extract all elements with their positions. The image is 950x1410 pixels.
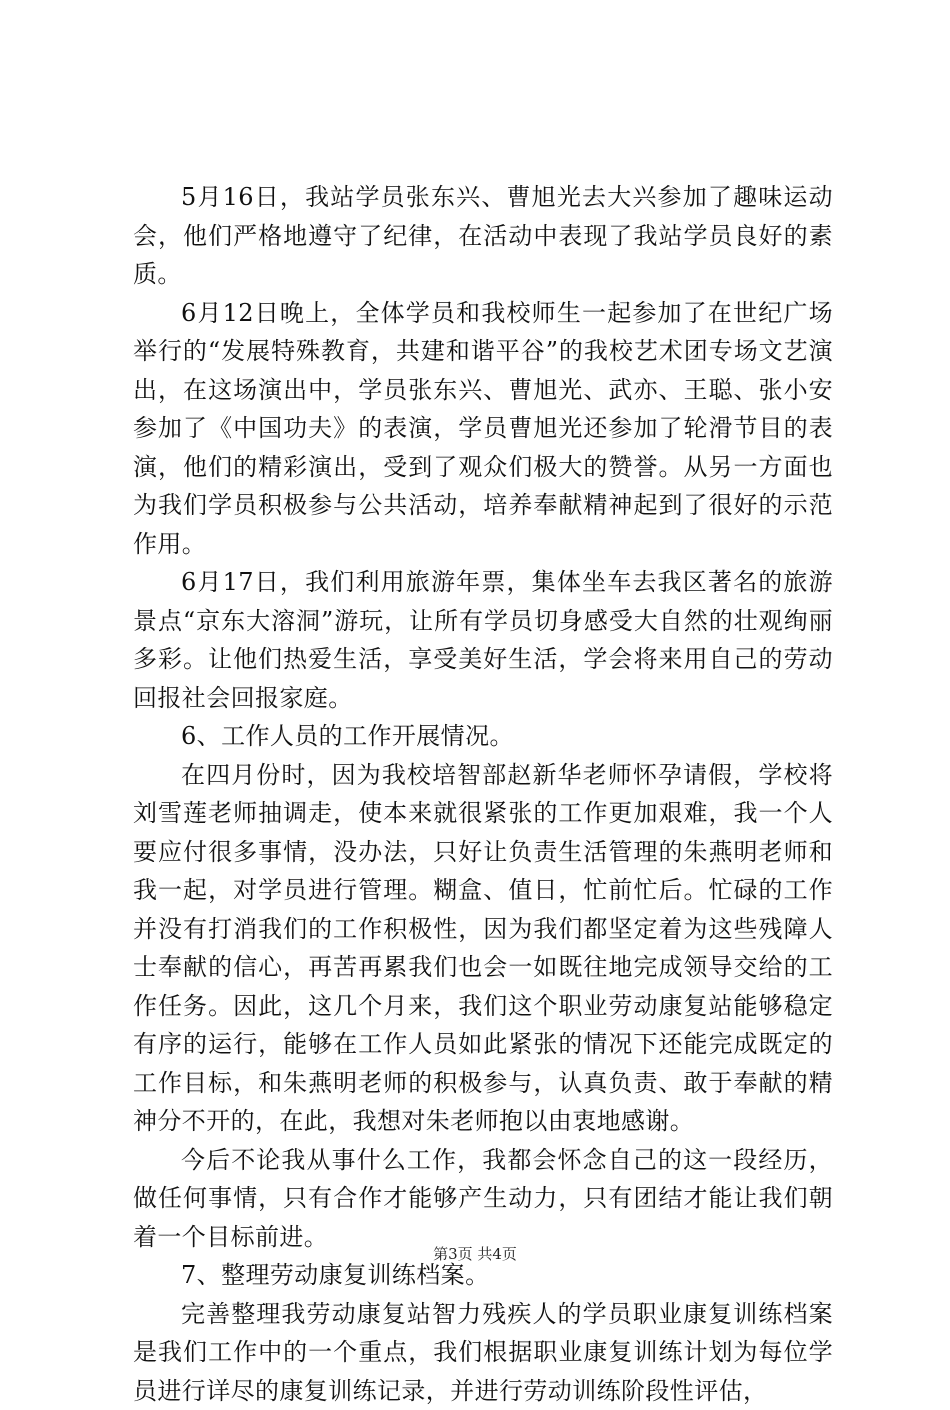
paragraph-staff-work: 在四月份时，因为我校培智部赵新华老师怀孕请假，学校将刘雪莲老师抽调走，使本来就很紧张的工作更加艰难，我一个人要应付很多事情，没办法，只好让负责生活管理的朱燕明老师和我一起，对学员进行管理。糊盒、值日，忙前忙后。忙碌的工作并没有打消我们的工作积极性，因为我们都坚定着为这些残障人士奉献的信心，再苦再累我们也会一如既往地完成领导交给的工作任务。因此，这几个月来，我们这个职业劳动康复站能够稳定有序的运行，能够在工作人员如此紧张的情况下还能完成既定的工作目标，和朱燕明老师的积极参与，认真负责、敢于奉献的精神分不开的，在此，我想对朱老师抱以由衷地感谢。 (133, 756, 833, 1141)
paragraph-reflection: 今后不论我从事什么工作，我都会怀念自己的这一段经历，做任何事情，只有合作才能够产生动力，只有团结才能让我们朝着一个目标前进。 (133, 1141, 833, 1257)
page-footer: 第3页 共4页 (0, 1244, 950, 1264)
section-heading-archives: 7、整理劳动康复训练档案。 (133, 1256, 833, 1295)
paragraph-art-performance: 6月12日晚上，全体学员和我校师生一起参加了在世纪广场举行的“发展特殊教育，共建和谐平谷”的我校艺术团专场文艺演出，在这场演出中，学员张东兴、曹旭光、武亦、王聪、张小安参加了《中国功夫》的表演，学员曹旭光还参加了轮滑节目的表演，他们的精彩演出，受到了观众们极大的赞誉。从另一方面也为我们学员积极参与公共活动，培养奉献精神起到了很好的示范作用。 (133, 294, 833, 564)
paragraph-archives: 完善整理我劳动康复站智力残疾人的学员职业康复训练档案是我们工作中的一个重点，我们根据职业康复训练计划为每位学员进行详尽的康复训练记录，并进行劳动训练阶段性评估， (133, 1295, 833, 1410)
section-heading-staff-work: 6、工作人员的工作开展情况。 (133, 717, 833, 756)
paragraph-sports-meet: 5月16日，我站学员张东兴、曹旭光去大兴参加了趣味运动会，他们严格地遵守了纪律，在活动中表现了我站学员良好的素质。 (133, 178, 833, 294)
document-body (133, 178, 833, 1410)
paragraph-cave-trip: 6月17日，我们利用旅游年票，集体坐车去我区著名的旅游景点“京东大溶洞”游玩，让所有学员切身感受大自然的壮观绚丽多彩。让他们热爱生活，享受美好生活，学会将来用自己的劳动回报社会回报家庭。 (133, 563, 833, 717)
